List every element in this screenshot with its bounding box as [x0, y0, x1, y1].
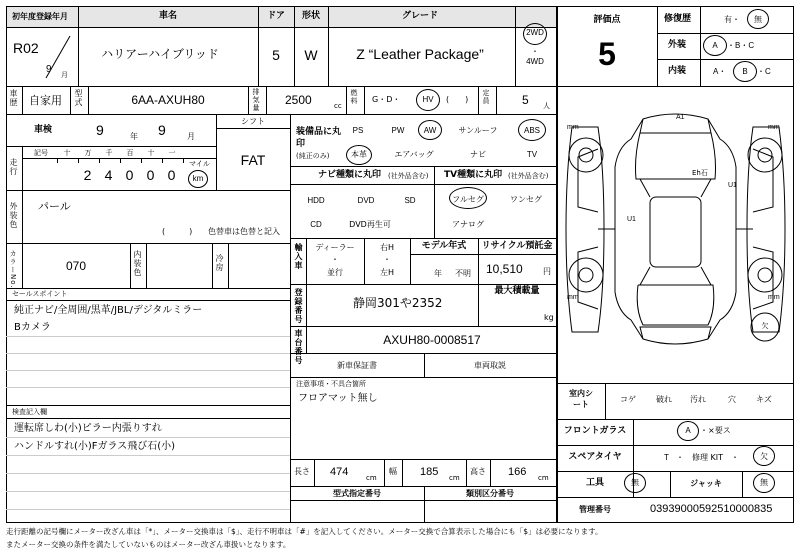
- sales-points-line2: Bカメラ: [14, 322, 51, 333]
- ac-label: 冷房: [215, 254, 224, 272]
- tv-sub: (社外品含む): [508, 172, 549, 180]
- fuel-label: 燃料: [350, 89, 358, 105]
- vehicle-use-label: 車歴: [9, 89, 18, 107]
- diagram-mm: mm: [567, 294, 579, 301]
- color-label: 外装色: [9, 202, 18, 229]
- max-load-label: 最大積載量: [494, 286, 540, 296]
- interior-selected: B: [742, 67, 748, 76]
- max-load-unit: kg: [544, 313, 554, 322]
- tools-label: 工具: [585, 478, 605, 488]
- navi-cd: CD: [310, 220, 322, 229]
- grade-value: Z “Leather Package”: [356, 46, 484, 62]
- chassis-label: 車台番号: [294, 329, 303, 365]
- interior-sheet-item: 破れ: [656, 395, 672, 404]
- navi-dvd-play: DVD再生可: [349, 220, 391, 229]
- capacity-label: 定員: [482, 89, 490, 105]
- jack-label: ジャッキ: [690, 479, 722, 488]
- management-label: 管理番号: [579, 505, 611, 514]
- windshield-label: フロントガラス: [563, 426, 627, 436]
- drive-2wd: 2WD: [526, 28, 544, 37]
- warranty-label: 新車保証書: [337, 361, 377, 370]
- import-dot: ・: [331, 255, 339, 264]
- recycle-value: 10,510: [486, 262, 523, 276]
- color-code-label: カラーNo.: [9, 250, 17, 289]
- type-designation-label: 型式指定番号: [333, 489, 381, 498]
- first-reg-month-unit: 月: [61, 71, 68, 79]
- equip-tv: TV: [526, 150, 538, 159]
- interior-pre: A・: [713, 67, 727, 76]
- class-number-label: 類別区分番号: [466, 489, 514, 498]
- score-value: 5: [598, 36, 616, 72]
- width-unit: cm: [449, 474, 460, 482]
- interior-post: ・C: [757, 67, 771, 76]
- mileage-digit-label: 一: [168, 149, 176, 157]
- height-label: 高さ: [470, 467, 486, 476]
- mileage-digit-label: 万: [84, 149, 92, 157]
- equip-ps: PS: [352, 126, 364, 135]
- capacity-unit: 人: [543, 102, 550, 110]
- inspection-year-unit: 年: [130, 132, 138, 141]
- equip-aw: AW: [423, 126, 437, 135]
- tv-fullseg: フルセグ: [452, 195, 484, 204]
- repair-options: 有・: [724, 15, 740, 24]
- interior-sheet-item: キズ: [756, 395, 772, 404]
- equipment-label: 装備品に丸印: [296, 127, 342, 149]
- import-left-h: 左H: [379, 268, 395, 277]
- model-year-label: モデル年式: [421, 241, 467, 251]
- diagram-mm: mm: [768, 124, 780, 131]
- inspection-year: 9: [96, 122, 104, 138]
- height-value: 166: [508, 466, 527, 478]
- equip-abs: ABS: [523, 126, 541, 135]
- equip-sunroof: サンルーフ: [458, 126, 498, 135]
- mileage-digit-label: 十: [147, 149, 155, 157]
- mileage-digit-label: 百: [126, 149, 134, 157]
- tv-label: TV種類に丸印: [444, 170, 503, 180]
- color-value: パール: [38, 200, 71, 213]
- exterior-selected: A: [712, 41, 718, 50]
- mileage-digit: 0: [146, 167, 155, 183]
- windshield-other: ・×要ス: [700, 426, 731, 435]
- shift-label: シフト: [241, 117, 265, 126]
- navi-sub: (社外品含む): [388, 172, 429, 180]
- displacement-unit: cc: [334, 102, 342, 110]
- first-reg-era: R02: [13, 40, 39, 56]
- mileage-digit: 4: [104, 167, 113, 183]
- capacity-value: 5: [522, 93, 529, 107]
- width-label: 幅: [389, 467, 397, 476]
- mileage-label: 走行: [9, 158, 18, 176]
- first-reg-month: 9: [46, 64, 52, 75]
- chassis-value: AXUH80-0008517: [383, 333, 481, 347]
- type-label: 型式: [74, 89, 83, 107]
- management-value: 03939000592510000835: [650, 503, 773, 515]
- plate-value: 静岡301や2352: [353, 296, 443, 310]
- mileage-digit: 0: [125, 167, 134, 183]
- import-right-h: 右H: [379, 243, 395, 252]
- plate-label: 登録番号: [294, 288, 303, 324]
- equip-navi: ナビ: [470, 150, 486, 159]
- spare-tire-t: T: [664, 453, 669, 462]
- inspector-notes-line1: 運転席しわ(小)ピラー内張りすれ: [14, 423, 162, 434]
- type-value: 6AA-AXUH80: [131, 93, 205, 107]
- import-parallel: 並行: [327, 268, 343, 277]
- exterior-others: ・B・C: [727, 41, 755, 50]
- fuel-paren: ( ): [446, 95, 469, 104]
- shape-label: 形状: [301, 11, 321, 21]
- mileage-digit-label: 千: [105, 149, 113, 157]
- mileage-digit-label: 十: [63, 149, 71, 157]
- mileage-digit: 2: [83, 167, 92, 183]
- interior-label: 内装: [668, 66, 687, 76]
- inspection-label: 車検: [34, 125, 53, 135]
- color-code-value: 070: [66, 259, 87, 273]
- equip-pw: PW: [391, 126, 405, 135]
- inspector-notes-label: 検査記入欄: [12, 408, 47, 416]
- footer-line2: またメーター交換の条件を満たしていないものはメーター改ざん車扱いとなります。: [6, 540, 291, 549]
- notes-value: フロアマット無し: [298, 393, 378, 404]
- length-label: 長さ: [294, 467, 310, 476]
- navi-hdd: HDD: [307, 196, 325, 205]
- equipment-sub: (純正のみ): [296, 152, 330, 160]
- import-dot2: ・: [383, 255, 391, 264]
- sales-points-line1: 純正ナビ/全周囲/黒革/JBL/デジタルミラー: [14, 305, 203, 316]
- model-label: 車名: [158, 11, 178, 21]
- interior-color-label: 内装色: [133, 250, 142, 277]
- displacement-label: 排気量: [252, 88, 260, 112]
- vehicle-use: 自家用: [29, 94, 62, 107]
- repair-selected: 無: [754, 15, 762, 24]
- drive-dot: ・: [531, 47, 539, 56]
- displacement-value: 2500: [285, 93, 312, 107]
- equip-airbag: エアバッグ: [394, 150, 434, 159]
- inspection-month-unit: 月: [187, 132, 195, 141]
- tools-selected: 無: [631, 478, 639, 487]
- model-year-unknown: 不明: [455, 269, 471, 278]
- inspection-month: 9: [158, 122, 166, 138]
- footer-line1: 走行距離の記号欄にメーター改ざん車は「*」、メーター交換車は「$」、走行不明車は「#」を記入してください。メーター交換で合算表示した場合にも「$」は必要になります。: [6, 527, 603, 536]
- interior-sheet-item: 汚れ: [690, 395, 706, 404]
- fuel-options: G・D・: [372, 95, 401, 104]
- height-unit: cm: [538, 474, 549, 482]
- length-unit: cm: [366, 474, 377, 482]
- notes-label: 注意事項・不具合箇所: [296, 380, 366, 388]
- diagram-mark: A1: [676, 114, 685, 121]
- interior-sheet-item: コゲ: [620, 395, 636, 404]
- shape-value: W: [304, 47, 318, 63]
- shift-value: FAT: [240, 152, 266, 168]
- color-note-paren: ( ): [162, 227, 193, 236]
- navi-dvd: DVD: [357, 196, 375, 205]
- first-reg-label: 初年度登録年月: [12, 12, 68, 21]
- interior-sheet-label: 室内シート: [569, 389, 593, 409]
- diagram-mark: Eh石: [692, 169, 708, 177]
- import-dealer: ディーラー: [315, 243, 355, 252]
- door-value: 5: [272, 47, 280, 63]
- car-diagram: [558, 87, 793, 372]
- navi-sd: SD: [404, 196, 416, 205]
- length-value: 474: [330, 466, 349, 478]
- repair-label: 修復歴: [664, 14, 692, 24]
- import-label: 輸入車: [294, 243, 303, 270]
- diagram-mark: U1: [728, 182, 737, 189]
- recycle-label: リサイクル預託金: [481, 241, 553, 251]
- equip-leather: 本革: [351, 150, 367, 159]
- diagram-missing: 欠: [761, 322, 769, 330]
- door-label: ドア: [267, 11, 285, 21]
- jack-selected: 無: [760, 478, 768, 487]
- spare-tire-label: スペアタイヤ: [568, 452, 622, 462]
- recycle-unit: 円: [543, 267, 551, 276]
- inspector-notes-line2: ハンドルすれ(小)Fガラス飛び石(小): [14, 441, 176, 452]
- model-value: ハリアーハイブリッド: [101, 47, 219, 61]
- score-label: 評価点: [593, 15, 621, 25]
- mileage-unit-km: km: [192, 174, 204, 183]
- grade-label: グレード: [401, 11, 439, 21]
- diagram-mm: mm: [768, 294, 780, 301]
- width-value: 185: [420, 466, 439, 478]
- tv-analog: アナログ: [452, 220, 484, 229]
- tv-oneseg: ワンセグ: [510, 195, 542, 204]
- sales-points-label: セールスポイント: [12, 290, 68, 298]
- fuel-selected: HV: [422, 95, 434, 104]
- model-year-unit: 年: [434, 269, 442, 278]
- exterior-label: 外装: [668, 40, 687, 50]
- mileage-unit-mile: マイル: [189, 160, 210, 168]
- interior-sheet-item: 穴: [728, 395, 736, 404]
- mileage-sym-label: 記号: [34, 149, 48, 157]
- mileage-digit: 0: [167, 167, 176, 183]
- diagram-mm: mm: [567, 124, 579, 131]
- color-note: 色替車は色替と記入: [208, 227, 280, 236]
- navi-label: ナビ種類に丸印: [318, 170, 382, 180]
- windshield-selected: A: [685, 426, 691, 435]
- spare-tire-kit: ・ 修理 KIT ・: [676, 453, 740, 462]
- drive-4wd: 4WD: [526, 57, 544, 66]
- spare-tire-selected: 欠: [760, 452, 768, 461]
- diagram-mark: U1: [627, 216, 636, 223]
- manual-label: 車両取説: [474, 361, 506, 370]
